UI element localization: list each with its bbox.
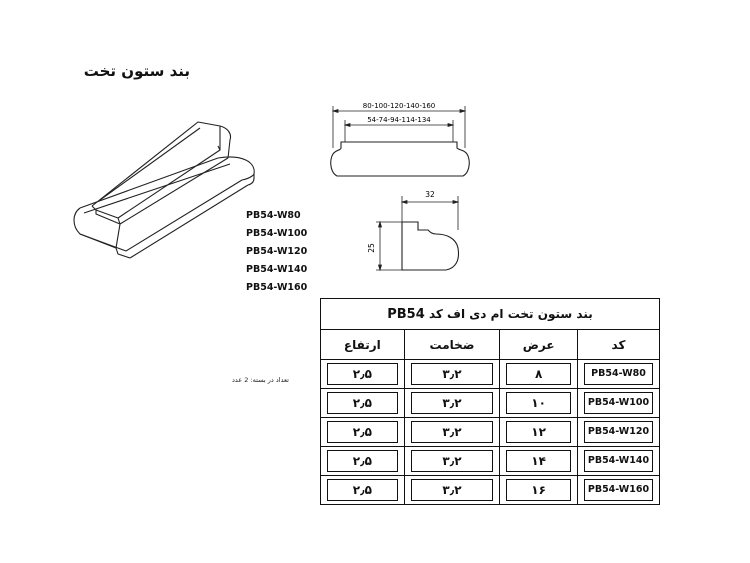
code-list-item: PB54-W100 xyxy=(246,228,308,239)
cell-thickness: ۳٫۲ xyxy=(411,450,494,472)
side-profile-shape xyxy=(402,222,459,270)
cell-thickness: ۳٫۲ xyxy=(411,363,494,385)
header-width: عرض xyxy=(500,330,578,360)
table-row xyxy=(321,418,660,447)
cell-thickness: ۳٫۲ xyxy=(411,479,494,501)
inner-widths-label: 54-74-94-114-134 xyxy=(367,116,431,124)
cell-code: PB54-W80 xyxy=(584,363,653,385)
code-list-item: PB54-W160 xyxy=(246,282,308,293)
table-caption xyxy=(321,299,660,330)
cell-width: ۱۰ xyxy=(506,392,571,414)
code-list xyxy=(246,207,307,297)
cell-width: ۱۶ xyxy=(506,479,571,501)
cell-code: PB54-W160 xyxy=(584,479,653,501)
cell-height: ۲٫۵ xyxy=(327,392,398,414)
table-caption-code: PB54 xyxy=(387,306,425,322)
outer-widths-label: 80-100-120-140-160 xyxy=(362,102,436,110)
cell-height: ۲٫۵ xyxy=(327,363,398,385)
cell-code: PB54-W120 xyxy=(584,421,653,443)
header-thickness: ضخامت xyxy=(404,330,500,360)
cell-code: PB54-W100 xyxy=(584,392,653,414)
cell-width: ۸ xyxy=(506,363,571,385)
cell-height: ۲٫۵ xyxy=(327,421,398,443)
front-view-drawing xyxy=(325,98,475,184)
front-profile-shape xyxy=(331,142,470,176)
cell-thickness: ۳٫۲ xyxy=(411,392,494,414)
pack-note: تعداد در بسته: 2 عدد xyxy=(232,376,289,384)
cell-code: PB54-W140 xyxy=(584,450,653,472)
cell-width: ۱۴ xyxy=(506,450,571,472)
cell-height: ۲٫۵ xyxy=(327,479,398,501)
spec-table xyxy=(320,298,660,505)
table-caption-text: بند ستون تخت ام دی اف کد xyxy=(428,306,593,321)
height-label: 25 xyxy=(367,243,376,253)
depth-label: 32 xyxy=(425,190,435,199)
cell-height: ۲٫۵ xyxy=(327,450,398,472)
product-3d-drawing xyxy=(70,118,260,268)
table-row xyxy=(321,389,660,418)
header-height: ارتفاع xyxy=(321,330,405,360)
header-code: کد xyxy=(577,330,659,360)
code-list-item: PB54-W80 xyxy=(246,210,301,221)
table-row xyxy=(321,476,660,505)
side-view-drawing xyxy=(362,186,472,272)
table-row xyxy=(321,360,660,389)
cell-thickness: ۳٫۲ xyxy=(411,421,494,443)
code-list-item: PB54-W140 xyxy=(246,264,308,275)
page-title: بند ستون تخت xyxy=(83,62,190,80)
cell-width: ۱۲ xyxy=(506,421,571,443)
table-row xyxy=(321,447,660,476)
code-list-item: PB54-W120 xyxy=(246,246,308,257)
